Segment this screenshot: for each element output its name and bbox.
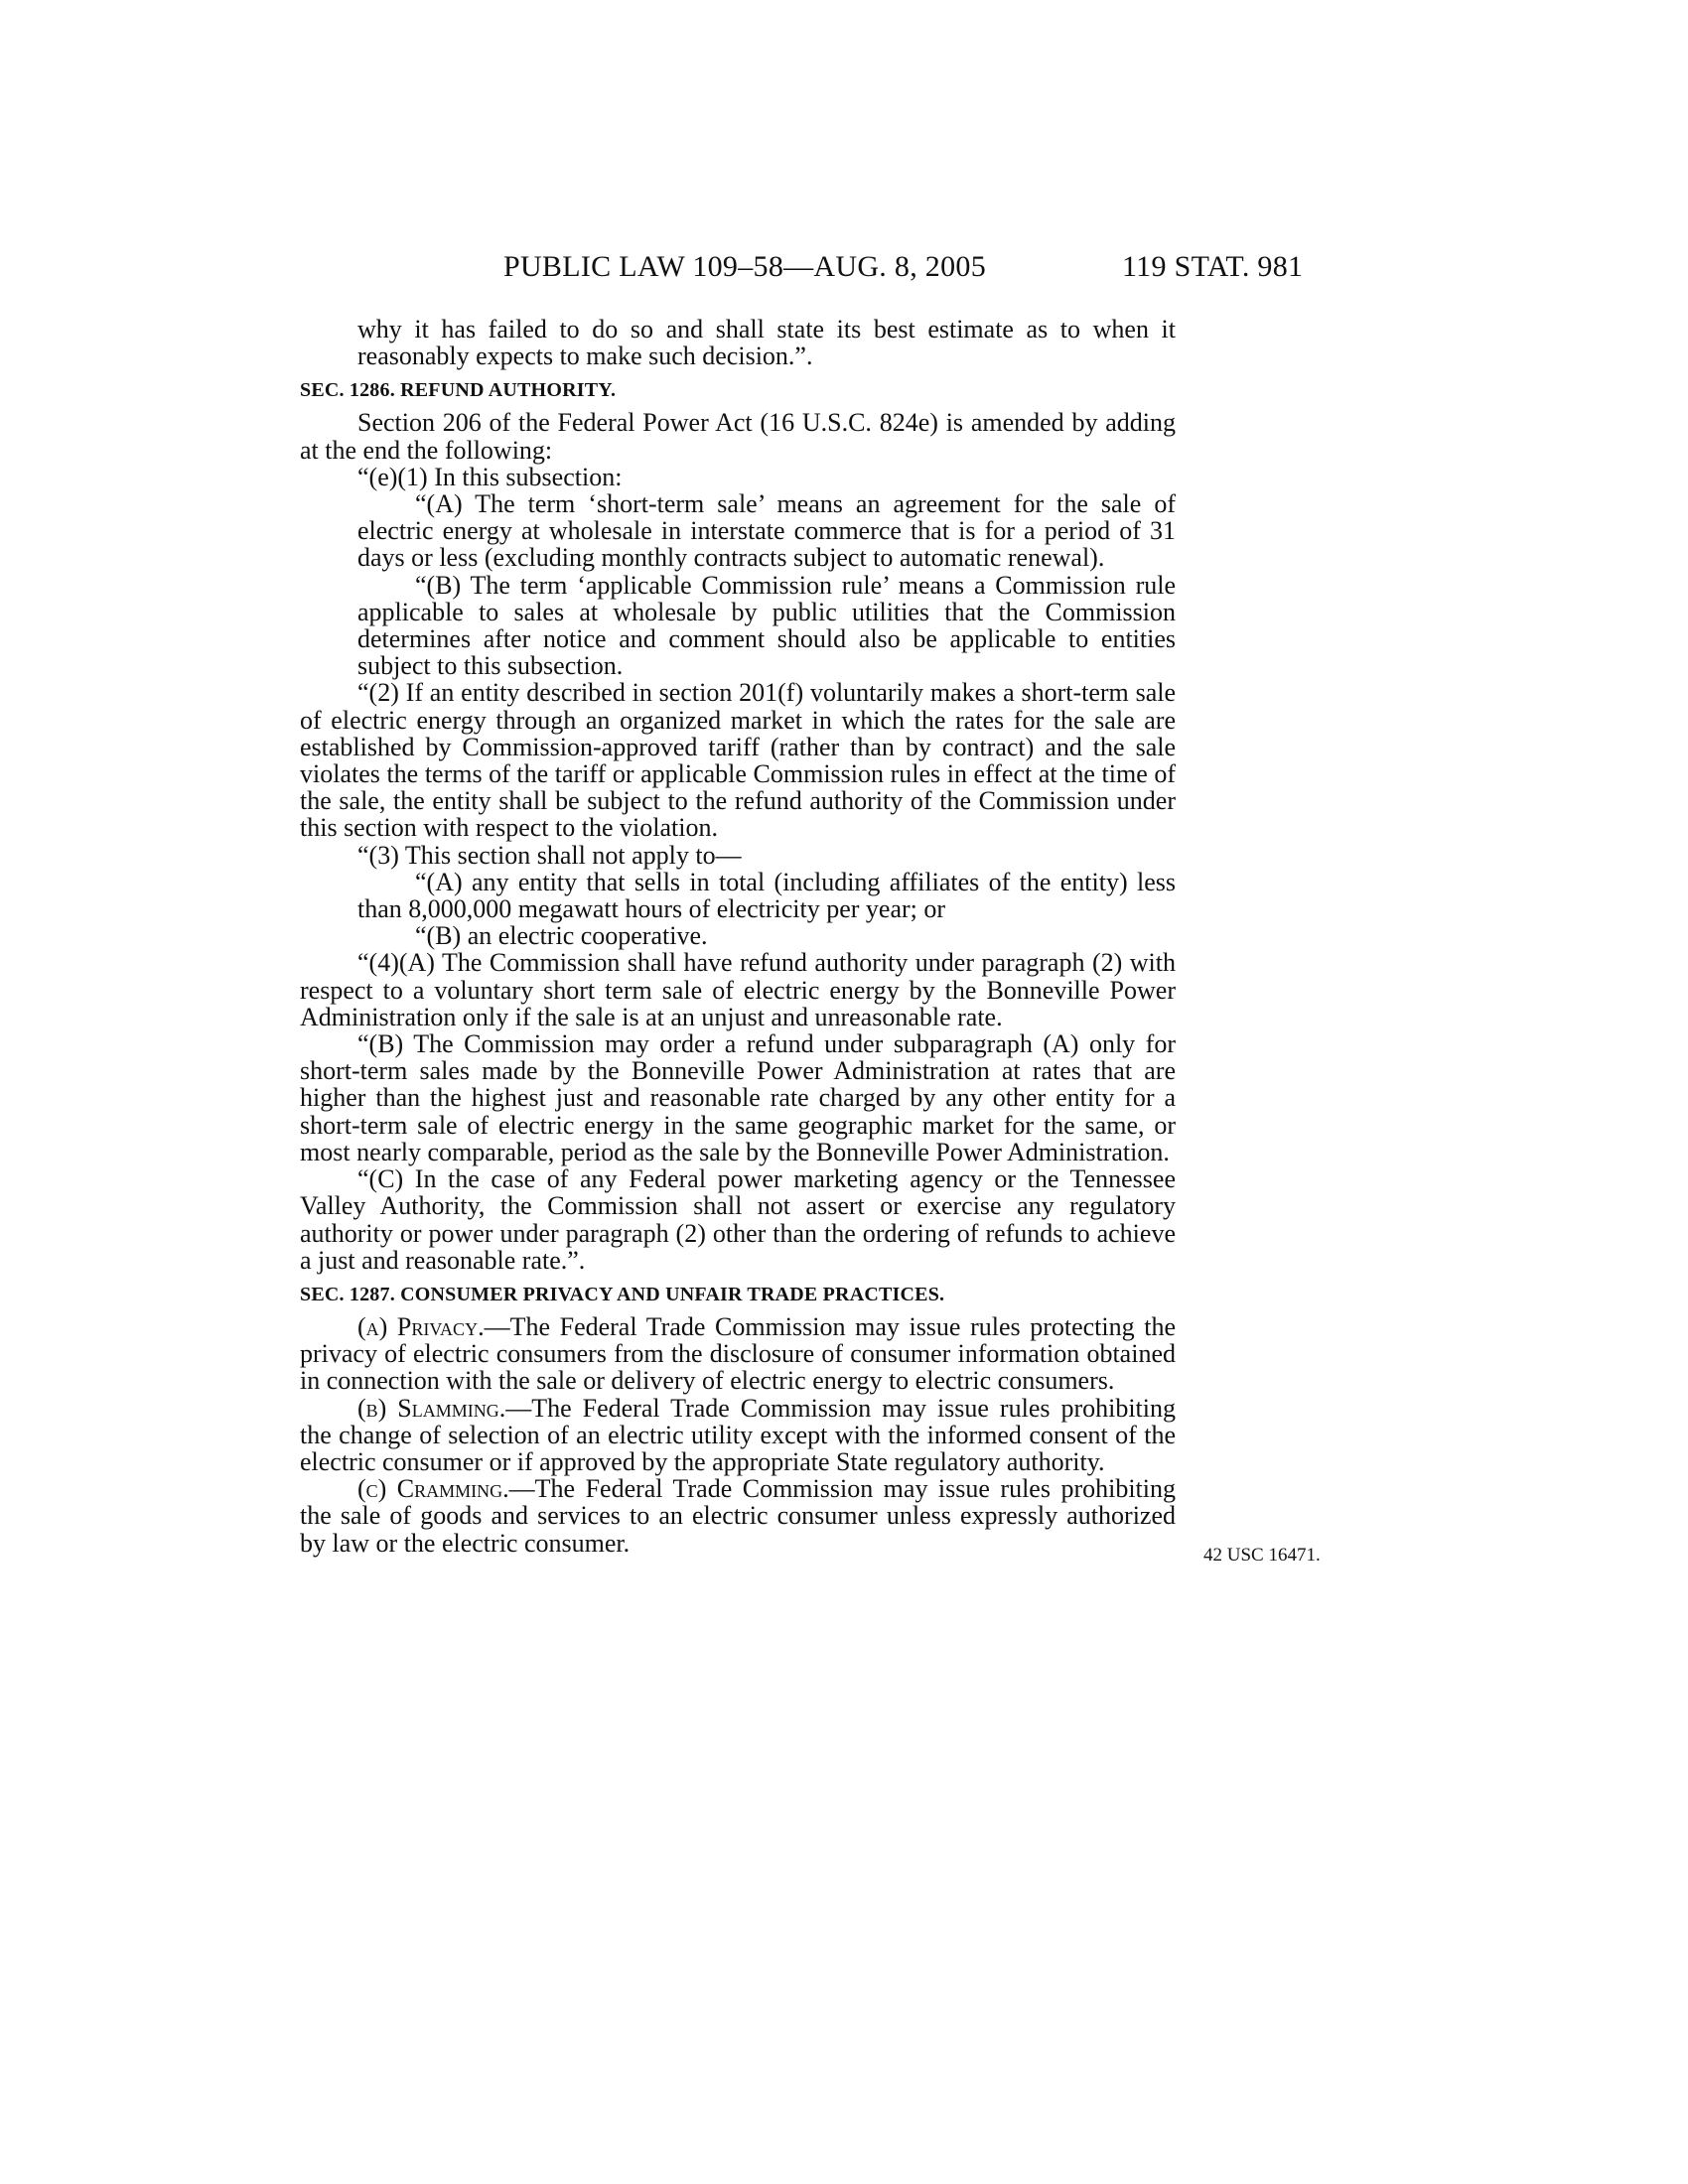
- paragraph-continuation: why it has failed to do so and shall state its best estimate as to when it reasonably expects to make such decision.”.: [357, 315, 1176, 371]
- section-1286-heading: SEC. 1286. REFUND AUTHORITY.: [300, 379, 617, 402]
- paragraph-slamming: [300, 1395, 1176, 1476]
- paragraph-cramming-label: (c) Cramming.: [357, 1474, 509, 1504]
- paragraph-e1-A: “(A) The term ‘short-term sale’ means an agreement for the sale of electric energy at wholesale in interstate commerce that is for a period of 31 days or less (excluding monthly contracts subject to automatic renewal).: [357, 489, 1176, 573]
- section-1287-heading: SEC. 1287. CONSUMER PRIVACY AND UNFAIR TRADE PRACTICES.: [300, 1283, 945, 1305]
- paragraph-e1: “(e)(1) In this subsection:: [357, 462, 623, 491]
- margin-note-usc-citation: 42 USC 16471.: [1203, 1545, 1321, 1566]
- paragraph-privacy: [300, 1313, 1176, 1395]
- paragraph-e2: “(2) If an entity described in section 201(f) voluntarily makes a short-term sale of electric energy through an organized market in which the rates for the sale are established by Commission-approved tariff (rather than by contract) and the sale violates the terms of the tariff or applicable Commission rules in effect at the time of the sale, the entity shall be subject to the refund authority of the Commission under this section with respect to the violation.: [300, 678, 1176, 843]
- page-header-title: PUBLIC LAW 109–58—AUG. 8, 2005: [502, 250, 987, 283]
- paragraph-section-206-amendment: Section 206 of the Federal Power Act (16 U.S.C. 824e) is amended by adding at the end the following:: [300, 408, 1176, 465]
- paragraph-e4-C: “(C) In the case of any Federal power marketing agency or the Tennessee Valley Authority, the Commission shall not assert or exercise any regulatory authority or power under paragraph (2) other than the ordering of refunds to achieve a just and reasonable rate.”.: [300, 1164, 1176, 1275]
- paragraph-slamming-label: (b) Slamming.: [357, 1393, 506, 1423]
- page-header-statute-ref: 119 STAT. 981: [1122, 250, 1304, 283]
- paragraph-e3: “(3) This section shall not apply to—: [357, 840, 742, 870]
- paragraph-e4-A: “(4)(A) The Commission shall have refund authority under paragraph (2) with respect to a voluntary short term sale of electric energy by the Bonneville Power Administration only if the sale is at an unjust and unreasonable rate.: [300, 948, 1176, 1031]
- paragraph-slamming-text: —The Federal Trade Commission may issue rules prohibiting the change of selection of an electric utility except with the informed consent of the electric consumer or if approved by the appropriate State regulatory authority.: [300, 1393, 1176, 1476]
- paragraph-e4-B: “(B) The Commission may order a refund under subparagraph (A) only for short-term sales made by the Bonneville Power Administration at rates that are higher than the highest just and reasonable rate charged by any other entity for a short-term sale of electric energy in the same geographic market for the same, or most nearly comparable, period as the sale by the Bonneville Power Administration.: [300, 1029, 1176, 1166]
- paragraph-privacy-text: —The Federal Trade Commission may issue rules protecting the privacy of electric consumers from the disclosure of consumer information obtained in connection with the sale or delivery of electric energy to electric consumers.: [300, 1311, 1176, 1396]
- paragraph-cramming: [300, 1475, 1176, 1557]
- paragraph-privacy-label: (a) Privacy.: [357, 1311, 485, 1341]
- document-body: [300, 316, 1176, 1557]
- paragraph-e3-A: “(A) any entity that sells in total (including affiliates of the entity) less than 8,000,000 megawatt hours of electricity per year; or: [357, 867, 1176, 924]
- paragraph-e3-B: “(B) an electric cooperative.: [415, 921, 708, 951]
- paragraph-e1-B: “(B) The term ‘applicable Commission rule’ means a Commission rule applicable to sales at wholesale by public utilities that the Commission determines after notice and comment should also be applicable to entities subject to this subsection.: [357, 570, 1176, 681]
- paragraph-cramming-text: —The Federal Trade Commission may issue rules prohibiting the sale of goods and services to an electric consumer unless expressly authorized by law or the electric consumer.: [300, 1474, 1176, 1558]
